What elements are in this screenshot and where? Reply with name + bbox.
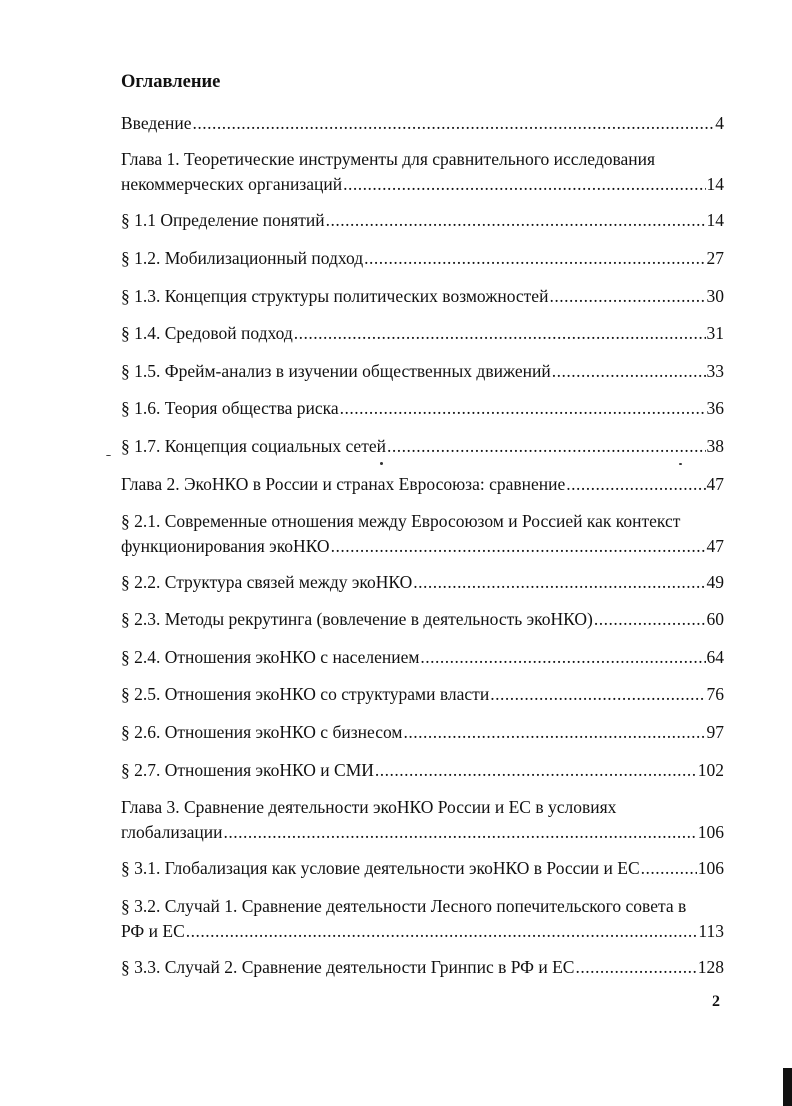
toc-entry-title: § 3.1. Глобализация как условие деятельности экоНКО в России и ЕС	[121, 858, 640, 878]
toc-leader-dots	[186, 919, 698, 944]
toc-leader-dots	[294, 321, 706, 346]
toc-page-number: 14	[706, 174, 724, 194]
toc-leader-dots	[552, 359, 706, 384]
toc-entry	[121, 396, 724, 421]
toc-leader-dots	[641, 856, 697, 881]
page-number: 2	[712, 993, 720, 1010]
toc-leader-dots	[326, 208, 706, 233]
toc-entry	[121, 111, 724, 136]
toc-entry-title: § 1.2. Мобилизационный подход	[121, 248, 364, 268]
toc-page-number: 36	[706, 398, 724, 418]
toc-leader-dots	[375, 758, 697, 783]
toc-entry-title: § 3.3. Случай 2. Сравнение деятельности Гринпис в РФ и ЕС	[121, 957, 575, 977]
toc-entry-title: § 2.5. Отношения экоНКО со структурами власти	[121, 684, 490, 704]
toc-entry-title: § 1.1 Определение понятий	[121, 210, 325, 230]
toc-entry-title: § 1.7. Концепция социальных сетей	[121, 436, 386, 456]
toc-entry	[121, 208, 724, 233]
toc-page-number: 60	[706, 609, 724, 629]
toc-leader-dots	[343, 172, 705, 197]
toc-entry	[121, 246, 724, 271]
toc-leader-dots	[594, 607, 706, 632]
toc-leader-dots	[549, 284, 705, 309]
toc-leader-dots	[490, 682, 705, 707]
toc-entry	[121, 434, 724, 459]
toc-page-number: 27	[706, 248, 724, 268]
toc-leader-dots	[420, 645, 705, 670]
toc-page-number: 47	[706, 474, 724, 494]
toc-entry-title: § 1.3. Концепция структуры политических возможностей	[121, 286, 549, 306]
toc-entry	[121, 758, 724, 783]
toc-page-number: 128	[697, 957, 724, 977]
toc-page-number: 106	[697, 822, 724, 842]
toc-entry-title: Глава 2. ЭкоНКО в России и странах Евросоюза: сравнение	[121, 474, 566, 494]
toc-entry-title-line1: Глава 1. Теоретические инструменты для сравнительного исследования	[121, 149, 656, 169]
toc-entry-title-line1: § 3.2. Случай 1. Сравнение деятельности Лесного попечительского совета в	[121, 896, 687, 916]
toc-entry-title: § 1.6. Теория общества риска	[121, 398, 339, 418]
toc-entry	[121, 682, 724, 707]
toc-heading: Оглавление	[121, 72, 221, 92]
toc-page-number: 97	[706, 722, 724, 742]
toc-leader-dots	[387, 434, 706, 459]
toc-entry-title: РФ и ЕС	[121, 921, 185, 941]
toc-entry	[121, 607, 724, 632]
toc-entry-title: глобализации	[121, 822, 223, 842]
toc-page-number: 47	[706, 536, 724, 556]
toc-page-number: 33	[706, 361, 724, 381]
toc-entry-title: § 2.2. Структура связей между экоНКО	[121, 572, 413, 592]
toc-entry-title: некоммерческих организаций	[121, 174, 343, 194]
toc-page-number: 49	[706, 572, 724, 592]
toc-leader-dots	[403, 720, 705, 745]
toc-page-number: 113	[698, 921, 724, 941]
toc-entry-title: § 1.5. Фрейм-анализ в изучении общественных движений	[121, 361, 551, 381]
toc-page-number: 106	[697, 858, 724, 878]
scan-speck	[679, 463, 682, 465]
toc-entry-title-line1: § 2.1. Современные отношения между Евросоюзом и Россией как контекст	[121, 511, 681, 531]
toc-page-number: 30	[706, 286, 724, 306]
toc-entry-title: § 2.4. Отношения экоНКО с населением	[121, 647, 420, 667]
toc-entry-title: функционирования экоНКО	[121, 536, 330, 556]
toc-leader-dots	[223, 820, 696, 845]
toc-entry-title: § 2.3. Методы рекрутинга (вовлечение в деятельность экоНКО)	[121, 609, 593, 629]
toc-leader-dots	[364, 246, 705, 271]
toc-entry	[121, 856, 724, 881]
toc-entry	[121, 321, 724, 346]
toc-page-number: 14	[706, 210, 724, 230]
toc-entry	[121, 472, 724, 497]
toc-entry-title-line1: Глава 3. Сравнение деятельности экоНКО России и ЕС в условиях	[121, 797, 617, 817]
toc-leader-dots	[566, 472, 705, 497]
toc-leader-dots	[193, 111, 715, 136]
toc-entry	[121, 570, 724, 595]
toc-entry	[121, 509, 724, 559]
toc-page-number: 64	[706, 647, 724, 667]
toc-entry-title: § 2.6. Отношения экоНКО с бизнесом	[121, 722, 403, 742]
toc-entry	[121, 795, 724, 845]
toc-leader-dots	[413, 570, 705, 595]
toc-page-number: 31	[706, 323, 724, 343]
scan-speck	[106, 455, 111, 456]
toc-entry	[121, 955, 724, 980]
scan-speck	[380, 462, 383, 465]
toc-entry	[121, 284, 724, 309]
toc-entry	[121, 147, 724, 197]
toc-entry-title: § 2.7. Отношения экоНКО и СМИ	[121, 760, 374, 780]
toc-entry	[121, 894, 724, 944]
toc-page-number: 4	[715, 113, 724, 133]
toc-page-number: 76	[706, 684, 724, 704]
toc-leader-dots	[331, 534, 706, 559]
toc-entry	[121, 359, 724, 384]
toc-leader-dots	[340, 396, 706, 421]
toc-leader-dots	[575, 955, 696, 980]
toc-page-number: 38	[706, 436, 724, 456]
toc-entry-title: Введение	[121, 113, 192, 133]
toc-entry-title: § 1.4. Средовой подход	[121, 323, 293, 343]
scan-edge-mark	[783, 1068, 792, 1106]
toc-entry	[121, 645, 724, 670]
toc-page-number: 102	[697, 760, 724, 780]
toc-entry	[121, 720, 724, 745]
